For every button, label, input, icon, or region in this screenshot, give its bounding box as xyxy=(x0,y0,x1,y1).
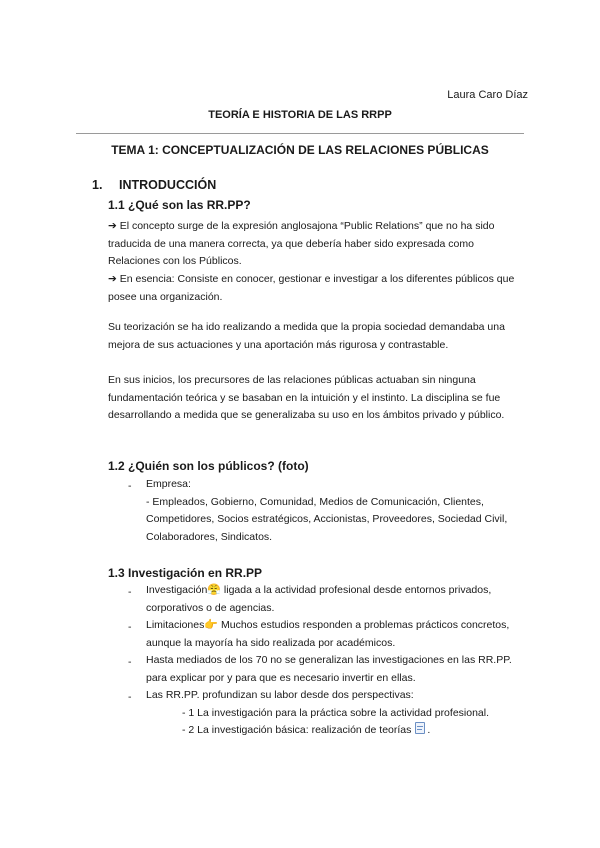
huffing-face-icon: 😤 xyxy=(207,584,221,596)
list-item-rest: Muchos estudios responden a problemas prácticos concretos, aunque la mayoría ha sido realizada por académicos. xyxy=(146,619,510,649)
list-item-label: Empresa: xyxy=(146,478,191,490)
list-item-lead: Investigación xyxy=(146,584,208,596)
horizontal-rule xyxy=(76,133,524,134)
paragraph-concepto: ➔ El concepto surge de la expresión anglosajona “Public Relations” que no ha sido traducida de una manera correcta, ya que debería haber sido expresada como Relaciones con los Públicos. xyxy=(108,220,495,268)
list-bullet: - xyxy=(128,480,132,492)
sub-item-perspectiva-2 xyxy=(182,722,430,740)
section-number: 1. xyxy=(92,178,103,192)
tema-heading: TEMA 1: CONCEPTUALIZACIÓN DE LAS RELACIONES PÚBLICAS xyxy=(111,143,489,157)
document-title: TEORÍA E HISTORIA DE LAS RRPP xyxy=(208,109,392,121)
section-heading-introduccion xyxy=(92,178,217,192)
subsection-heading-1-2: 1.2 ¿Quién son los públicos? (foto) xyxy=(108,459,309,473)
subsection-heading-1-1: 1.1 ¿Qué son las RR.PP? xyxy=(108,198,251,212)
paragraph-esencia: ➔ En esencia: Consiste en conocer, gestionar e investigar a los diferentes públicos que posee una organización. xyxy=(108,273,515,303)
list-item-empresa xyxy=(146,476,526,546)
list-item-investigacion xyxy=(146,582,526,617)
document-icon xyxy=(415,722,425,734)
sub-item-perspectiva-1: - 1 La investigación para la práctica sobre la actividad profesional. xyxy=(182,707,490,719)
author-name: Laura Caro Díaz xyxy=(447,89,528,101)
list-item-rest: ligada a la actividad profesional desde entornos privados, corporativos o de agencias. xyxy=(146,584,492,614)
list-item-mediados-70: Hasta mediados de los 70 no se generalizan las investigaciones en las RR.PP. para explicar por y para que es necesario invertir en ellas. xyxy=(146,654,512,684)
paragraph-teorizacion: Su teorización se ha ido realizando a medida que la propia sociedad demandaba una mejora de sus actuaciones y una aportación más rigurosa y contrastable. xyxy=(108,321,505,351)
subsection-heading-1-3: 1.3 Investigación en RR.PP xyxy=(108,566,263,580)
list-item-perspectivas: Las RR.PP. profundizan su labor desde dos perspectivas: xyxy=(146,689,414,701)
list-item-limitaciones xyxy=(146,617,526,652)
section-title: INTRODUCCIÓN xyxy=(119,178,217,192)
list-item-lead: Limitaciones xyxy=(146,619,205,631)
list-item-detail: - Empleados, Gobierno, Comunidad, Medios de Comunicación, Clientes, Competidores, Socios estratégicos, Accionistas, Proveedores, Sociedad Civil, Colaboradores, Sindicatos. xyxy=(146,495,508,543)
list-bullet: - xyxy=(128,691,132,703)
pointing-hand-icon: 👉 xyxy=(204,619,219,631)
list-bullet: - xyxy=(128,586,132,598)
list-bullet: - xyxy=(128,656,132,668)
sub-item-text: - 2 La investigación básica: realización de teorías xyxy=(182,724,412,736)
list-bullet: - xyxy=(128,621,132,633)
paragraph-inicios: En sus inicios, los precursores de las relaciones públicas actuaban sin ninguna fundamentación teórica y se basaban en la intuición y el instinto. La disciplina se fue desarrollando a medida que se generalizaba su uso en los ámbitos privado y público. xyxy=(108,374,505,422)
sub-item-end: . xyxy=(427,724,431,736)
